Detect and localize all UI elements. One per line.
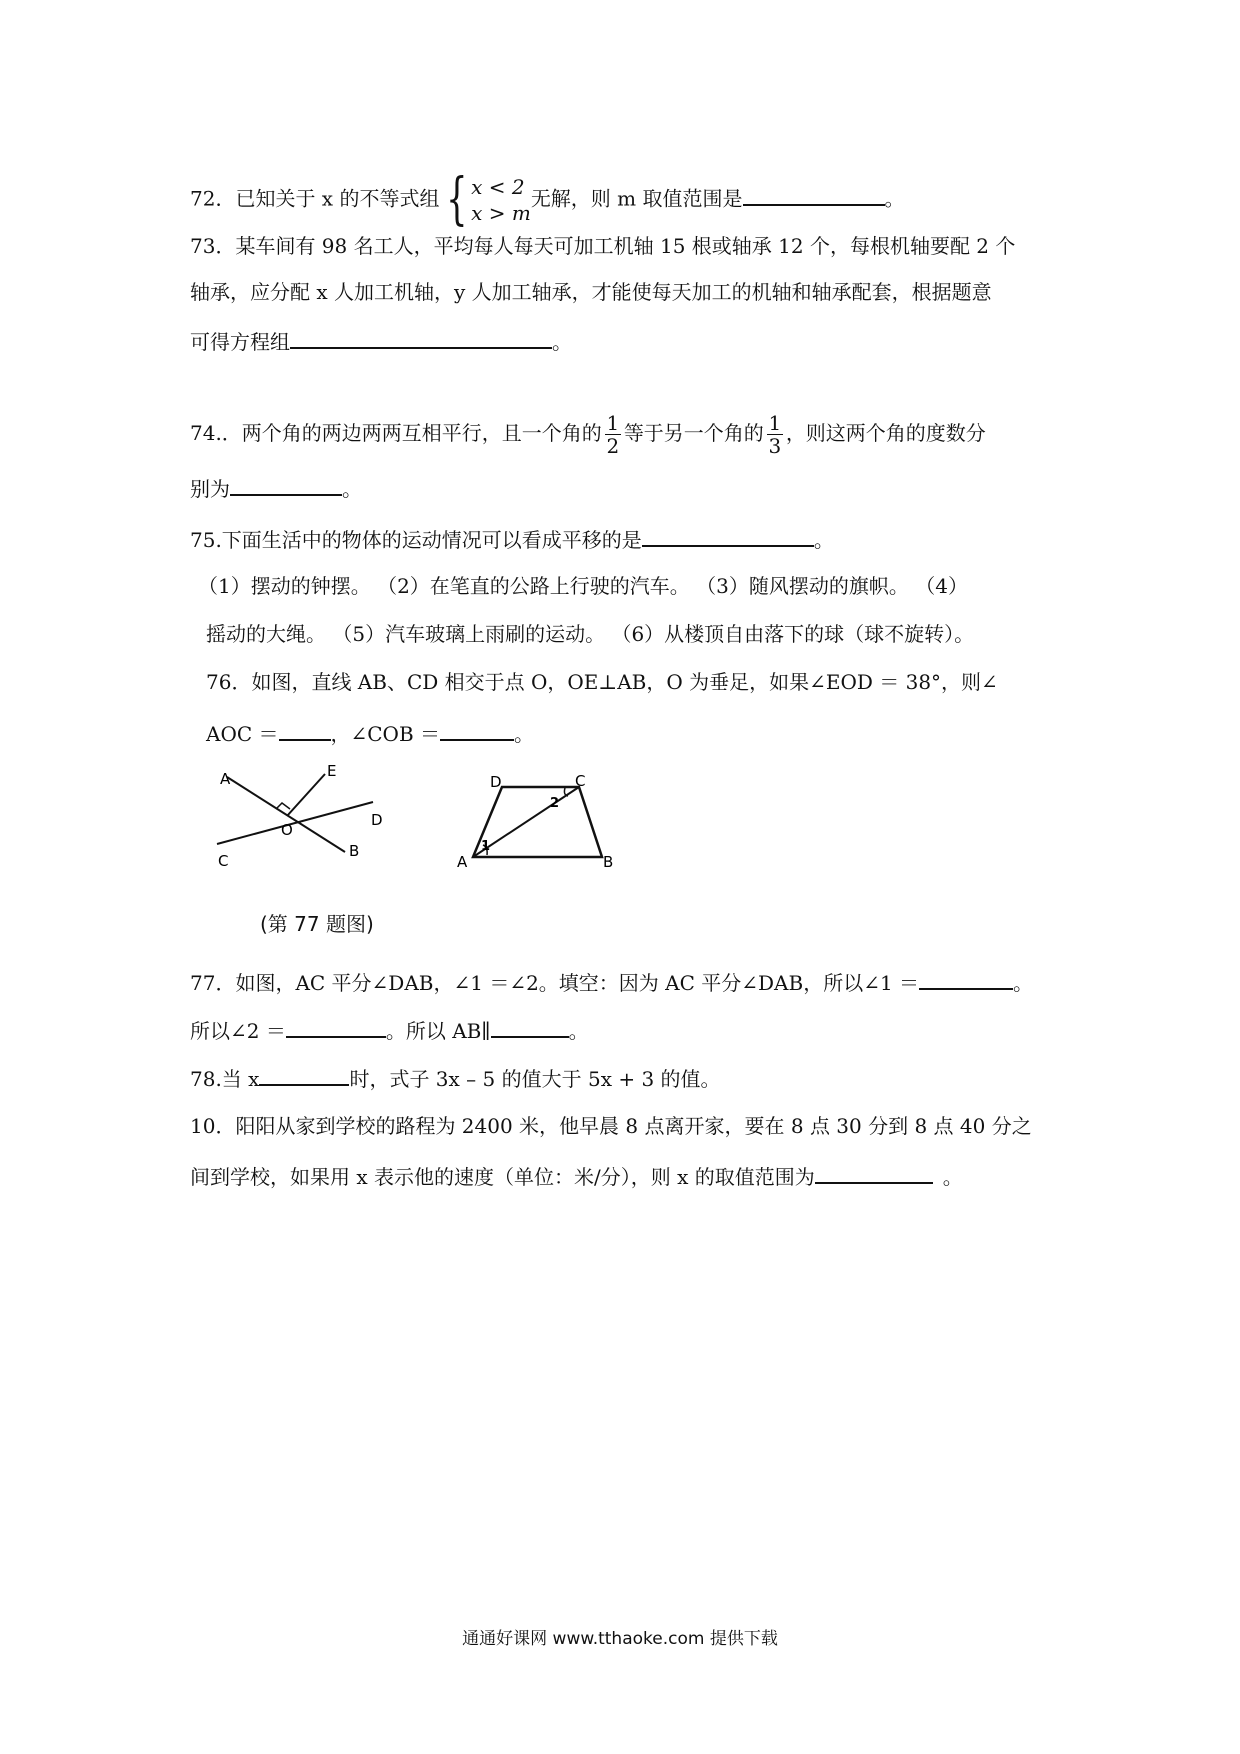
q76-line2b: ，∠COB ＝ xyxy=(330,722,441,746)
q72-end: 。 xyxy=(884,186,905,211)
frac2-num: 1 xyxy=(768,411,782,435)
frac2-den: 3 xyxy=(768,434,782,458)
q77-line1-text: 77．如图，AC 平分∠DAB，∠1 ＝∠2。填空：因为 AC 平分∠DAB，所以∠1 ＝ xyxy=(190,971,920,995)
answer-blank[interactable] xyxy=(815,1160,933,1184)
label-b: B xyxy=(349,842,360,860)
figure-trapezoid xyxy=(455,775,630,870)
label-c: C xyxy=(575,775,586,790)
answer-blank[interactable] xyxy=(919,966,1013,990)
label-b: B xyxy=(603,853,614,870)
q73-end: 。 xyxy=(552,330,572,354)
q74-part1: 74.．两个角的两边两两互相平行，且一个角的 xyxy=(190,421,602,445)
label-e: E xyxy=(327,762,337,780)
question-10-line2 xyxy=(190,1160,963,1191)
figure-intersecting-lines xyxy=(205,760,405,870)
answer-blank[interactable] xyxy=(230,472,342,496)
q77-line2a: 所以∠2 ＝ xyxy=(190,1019,286,1043)
question-77-line2 xyxy=(190,1014,589,1045)
right-angle-mark xyxy=(276,803,290,809)
question-73-line1: 73．某车间有 98 名工人，平均每人每天可加工机轴 15 根或轴承 12 个，每根机轴要配 2 个 xyxy=(190,234,1016,258)
label-angle-2: 2 xyxy=(550,796,560,811)
footer-credit: 通通好课网 www.tthaoke.com 提供下载 xyxy=(462,1629,778,1649)
label-angle-1: 1 xyxy=(481,839,491,854)
label-a: A xyxy=(457,853,468,870)
ray-oe xyxy=(287,774,325,816)
answer-blank[interactable] xyxy=(491,1014,569,1038)
q10-line2-text: 间到学校，如果用 x 表示他的速度（单位：米/分），则 x 的取值范围为 xyxy=(190,1165,815,1189)
brace-icon: { xyxy=(446,167,468,232)
answer-blank[interactable] xyxy=(440,717,514,741)
q78-a: 78.当 x xyxy=(190,1067,260,1091)
label-d: D xyxy=(371,811,383,829)
question-10-line1: 10．阳阳从家到学校的路程为 2400 米，他早晨 8 点离开家，要在 8 点 30 分到 8 点 40 分之 xyxy=(190,1114,1032,1138)
frac1-num: 1 xyxy=(606,411,620,435)
trapezoid-abcd xyxy=(473,787,602,857)
q72-row1: x < 2 xyxy=(471,175,525,199)
question-78 xyxy=(190,1062,721,1093)
question-74-line2 xyxy=(190,472,362,503)
label-o: O xyxy=(281,821,293,839)
q74-part3: ，则这两个角的度数分 xyxy=(785,421,986,445)
q75-text: 75.下面生活中的物体的运动情况可以看成平移的是 xyxy=(190,528,642,552)
q77-end1: 。 xyxy=(1013,971,1034,995)
answer-blank[interactable] xyxy=(279,717,331,741)
q73-line3-text: 可得方程组 xyxy=(190,330,290,354)
fraction-one-half xyxy=(605,412,621,457)
question-72 xyxy=(190,167,905,232)
figure-caption: (第 77 题图) xyxy=(260,912,374,936)
label-c: C xyxy=(218,852,229,870)
q72-prefix: 72．已知关于 x 的不等式组 xyxy=(190,186,440,211)
answer-blank[interactable] xyxy=(290,325,552,349)
answer-blank[interactable] xyxy=(743,182,885,206)
question-76-line1: 76．如图，直线 AB、CD 相交于点 O，OE⊥AB，O 为垂足，如果∠EOD ＝ 38°，则∠ xyxy=(206,670,998,694)
label-a: A xyxy=(220,770,231,788)
answer-blank[interactable] xyxy=(259,1062,349,1086)
answer-blank[interactable] xyxy=(642,523,814,547)
question-77-line1 xyxy=(190,966,1033,997)
q74-line2-text: 别为 xyxy=(190,477,230,501)
q76-line2a: AOC ＝ xyxy=(206,722,279,746)
q10-end: 。 xyxy=(942,1165,963,1189)
label-d: D xyxy=(490,775,502,791)
question-73-line3 xyxy=(190,325,572,356)
q76-end: 。 xyxy=(514,722,535,746)
question-75-line1 xyxy=(190,523,834,554)
q72-row2: x > m xyxy=(471,201,531,225)
q74-end: 。 xyxy=(342,477,362,501)
q72-suffix: 无解，则 m 取值范围是 xyxy=(530,186,743,211)
answer-blank[interactable] xyxy=(286,1014,386,1038)
question-73-line2: 轴承，应分配 x 人加工机轴，y 人加工轴承，才能使每天加工的机轴和轴承配套，根据题意 xyxy=(190,280,992,304)
q78-b: 时，式子 3x – 5 的值大于 5x + 3 的值。 xyxy=(349,1067,721,1091)
inequality-system xyxy=(439,167,531,232)
question-75-options2: 摇动的大绳。 （5）汽车玻璃上雨刷的运动。 （6）从楼顶自由落下的球（球不旋转）。 xyxy=(206,622,975,646)
q77-end2: 。 xyxy=(568,1019,589,1043)
question-74-line1 xyxy=(190,412,986,457)
frac1-den: 2 xyxy=(606,434,620,458)
q74-part2: 等于另一个角的 xyxy=(623,421,764,445)
fraction-one-third xyxy=(767,412,783,457)
question-76-line2 xyxy=(206,717,534,748)
q77-line2b: 。所以 AB∥ xyxy=(385,1019,491,1043)
question-75-options1: （1）摆动的钟摆。 （2）在笔直的公路上行驶的汽车。 （3）随风摆动的旗帜。 （4） xyxy=(198,574,968,598)
q75-end: 。 xyxy=(813,528,834,552)
